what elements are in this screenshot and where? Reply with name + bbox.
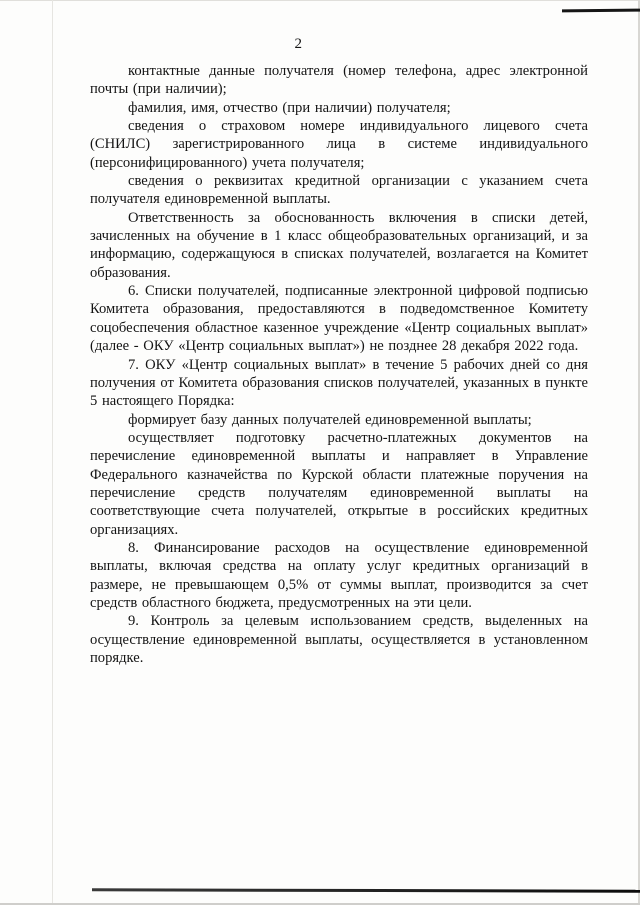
paragraph: 9. Контроль за целевым использованием средств, выделенных на осуществление единовременной выплаты, осуществляется в установленном порядке.: [90, 613, 588, 666]
paragraph: 6. Списки получателей, подписанные электронной цифровой подписью Комитета образования, предоставляются в подведомственное Комитету соцобеспечения областное казенное учреждение «Центр социальных выплат» (далее - ОКУ «Центр социальных выплат») не позднее 28 декабря 2022 года.: [90, 283, 588, 355]
paragraph: сведения о реквизитах кредитной организации с указанием счета получателя единовременной выплаты.: [90, 173, 588, 208]
paragraph: осуществляет подготовку расчетно-платежных документов на перечисление единовременной выплаты и направляет в Управление Федерального казначейства по Курской области платежные поручения на перечисление средств получателям единовременной выплаты на соответствующие счета получателей, открытые в российских кредитных организациях.: [90, 429, 588, 538]
paragraph: 7. ОКУ «Центр социальных выплат» в течение 5 рабочих дней со дня получения от Комитета образования списков получателей, указанных в пункте 5 настоящего Порядка:: [90, 356, 588, 410]
paragraph: контактные данные получателя (номер телефона, адрес электронной почты (при наличии);: [90, 63, 588, 98]
scan-artifact-left-line: [52, 0, 53, 905]
paragraph: Ответственность за обоснованность включения в списки детей, зачисленных на обучение в 1 класс общеобразовательных организаций, и за информацию, содержащуюся в списках получателей, возлагается на Комитет образования.: [90, 209, 588, 281]
paragraph: фамилия, имя, отчество (при наличии) получателя;: [128, 99, 451, 116]
paragraph: 8. Финансирование расходов на осуществление единовременной выплаты, включая средства на оплату услуг кредитных организаций в размере, не превышающем 0,5% от суммы выплат, производится за счет средств областного бюджета, предусмотренных на эти цели.: [90, 539, 588, 611]
scan-artifact-bottom-line: [92, 888, 640, 892]
scan-artifact-top-right: [562, 9, 640, 13]
scan-artifact-top-edge: [0, 0, 640, 1]
page-number: 2: [294, 36, 303, 52]
paragraph: сведения о страховом номере индивидуального лицевого счета (СНИЛС) зарегистрированного лица в системе индивидуального (персонифицированного) учета получателя;: [90, 118, 588, 171]
paragraph: формирует базу данных получателей единовременной выплаты;: [128, 411, 532, 428]
document-body: [90, 62, 588, 667]
